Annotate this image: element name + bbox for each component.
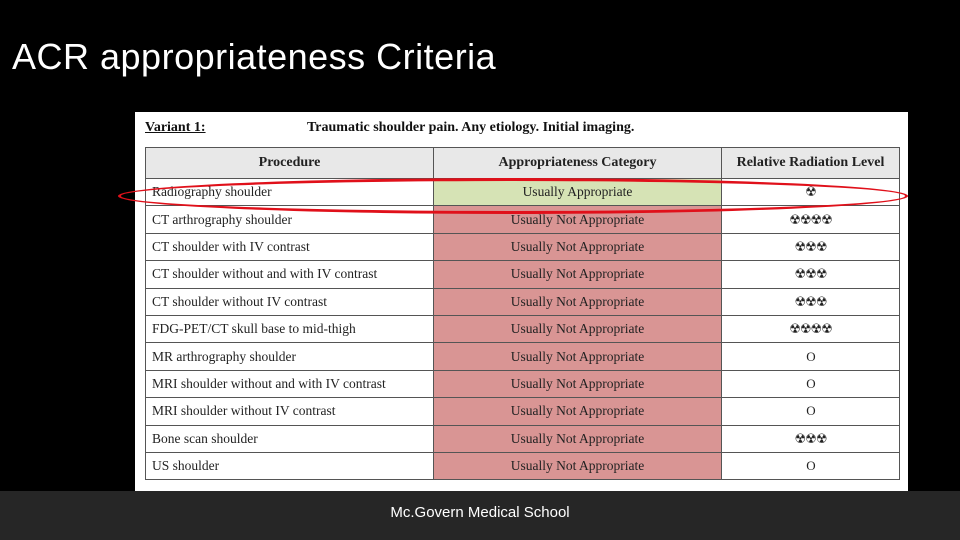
table-row — [146, 370, 900, 397]
radiation-level-icon: O — [722, 452, 900, 479]
radiation-level-icon: ☢☢☢☢ — [722, 315, 900, 342]
table-row — [146, 206, 900, 233]
radiation-level-icon: ☢ — [722, 179, 900, 206]
radiation-level-icon: O — [722, 398, 900, 425]
slide-title: ACR appropriateness Criteria — [12, 36, 497, 77]
procedure-cell: FDG-PET/CT skull base to mid-thigh — [146, 315, 434, 342]
appropriateness-cell: Usually Not Appropriate — [434, 370, 722, 397]
appropriateness-cell: Usually Not Appropriate — [434, 261, 722, 288]
variant-description: Traumatic shoulder pain. Any etiology. Initial imaging. — [307, 120, 635, 135]
procedure-cell: MRI shoulder without and with IV contrast — [146, 370, 434, 397]
appropriateness-cell: Usually Not Appropriate — [434, 206, 722, 233]
radiation-level-icon: ☢☢☢ — [722, 233, 900, 260]
table-header-row — [146, 148, 900, 179]
radiation-level-icon: ☢☢☢ — [722, 261, 900, 288]
procedure-cell: Radiography shoulder — [146, 179, 434, 206]
table-row — [146, 233, 900, 260]
appropriateness-cell: Usually Not Appropriate — [434, 343, 722, 370]
procedure-cell: MR arthrography shoulder — [146, 343, 434, 370]
footer-text: Mc.Govern Medical School — [390, 504, 570, 521]
acr-criteria-document — [135, 112, 908, 494]
appropriateness-cell: Usually Not Appropriate — [434, 452, 722, 479]
radiation-level-icon: O — [722, 370, 900, 397]
radiation-level-icon: ☢☢☢ — [722, 288, 900, 315]
appropriateness-table — [145, 147, 900, 480]
header-procedure: Procedure — [146, 148, 434, 179]
procedure-cell: US shoulder — [146, 452, 434, 479]
appropriateness-cell: Usually Not Appropriate — [434, 315, 722, 342]
footer-bar — [0, 491, 960, 540]
table-row — [146, 288, 900, 315]
header-appropriateness-category: Appropriateness Category — [434, 148, 722, 179]
procedure-cell: MRI shoulder without IV contrast — [146, 398, 434, 425]
procedure-cell: CT shoulder without IV contrast — [146, 288, 434, 315]
table-row — [146, 452, 900, 479]
table-row — [146, 261, 900, 288]
appropriateness-cell: Usually Not Appropriate — [434, 398, 722, 425]
procedure-cell: CT arthrography shoulder — [146, 206, 434, 233]
table-row — [146, 425, 900, 452]
header-relative-radiation-level: Relative Radiation Level — [722, 148, 900, 179]
radiation-level-icon: ☢☢☢ — [722, 425, 900, 452]
variant-label: Variant 1: — [145, 120, 206, 135]
radiation-level-icon: ☢☢☢☢ — [722, 206, 900, 233]
procedure-cell: CT shoulder without and with IV contrast — [146, 261, 434, 288]
appropriateness-cell: Usually Not Appropriate — [434, 233, 722, 260]
appropriateness-cell: Usually Not Appropriate — [434, 288, 722, 315]
table-row — [146, 398, 900, 425]
variant-heading — [145, 120, 895, 140]
procedure-cell: CT shoulder with IV contrast — [146, 233, 434, 260]
appropriateness-cell: Usually Appropriate — [434, 179, 722, 206]
procedure-cell: Bone scan shoulder — [146, 425, 434, 452]
radiation-level-icon: O — [722, 343, 900, 370]
table-row — [146, 179, 900, 206]
table-row — [146, 343, 900, 370]
appropriateness-cell: Usually Not Appropriate — [434, 425, 722, 452]
table-row — [146, 315, 900, 342]
